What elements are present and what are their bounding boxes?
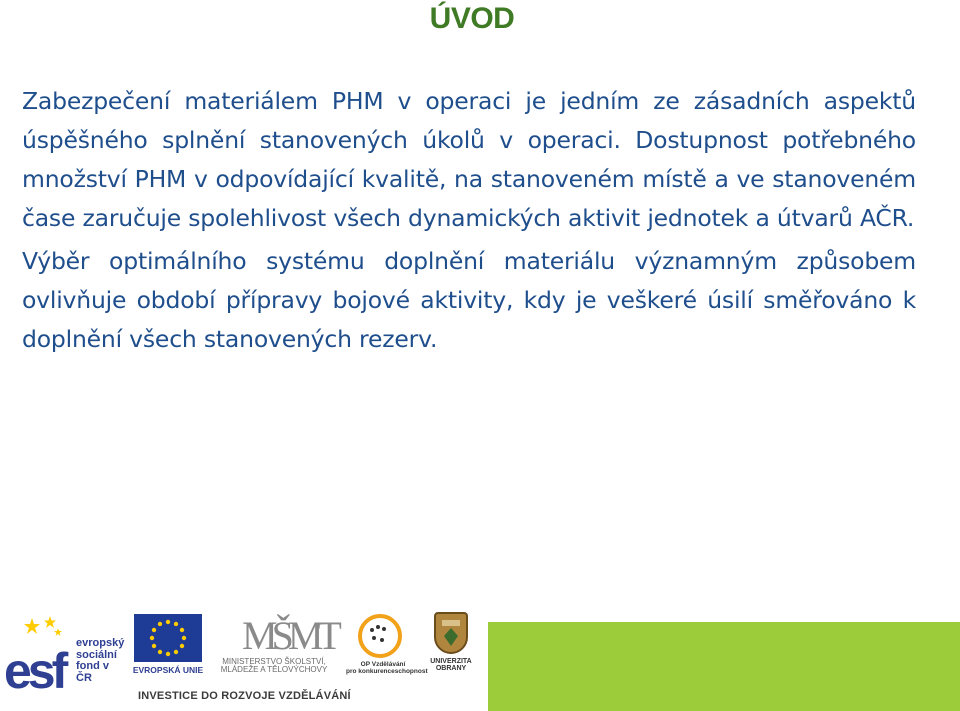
esf-label: evropský sociální fond v ČR: [76, 637, 125, 684]
uo-label: UNIVERZITA OBRANY: [430, 658, 472, 673]
eu-label: EVROPSKÁ UNIE: [132, 665, 204, 675]
slide-title: ÚVOD: [429, 2, 515, 35]
msmt-logo-icon: [212, 612, 336, 684]
esf-stars-icon: [24, 616, 64, 644]
footer-tagline: INVESTICE DO ROZVOJE VZDĚLÁVÁNÍ: [138, 690, 351, 702]
esf-letters: esf: [4, 643, 65, 699]
eu-logo: [128, 614, 208, 680]
op-label: OP Vzdělávání pro konkurenceschopnost: [346, 661, 428, 675]
university-shield-icon: [428, 612, 474, 682]
esf-logo-icon: [4, 616, 125, 699]
partner-logos: [0, 608, 484, 711]
op-vk-logo-icon: [346, 614, 428, 680]
msmt-mark: MŠMT: [242, 613, 336, 658]
paragraph-2: Výběr optimálního systému doplnění materiálu významným způsobem ovlivňuje období přípravy bojové aktivity, kdy je veškeré úsilí směřováno k doplnění všech stanovených rezerv.: [22, 247, 916, 353]
footer-green-block: [488, 622, 960, 711]
paragraph-1: Zabezpečení materiálem PHM v operaci je jedním ze zásadních aspektů úspěšného splnění stanovených úkolů v operaci. Dostupnost potřebného množství PHM v odpovídající kvalitě, na stanoveném místě a ve stanoveném čase zaručuje spolehlivost všech dynamických aktivit jednotek a útvarů AČR.: [22, 87, 916, 232]
slide-body: [22, 82, 916, 363]
footer: [0, 608, 960, 711]
uo-shield: [434, 612, 468, 654]
op-ring-icon: [358, 614, 402, 658]
eu-flag-icon: [134, 614, 202, 662]
msmt-label: MINISTERSTVO ŠKOLSTVÍ, MLÁDEŽE A TĚLOVÝCHOVY: [220, 657, 328, 675]
